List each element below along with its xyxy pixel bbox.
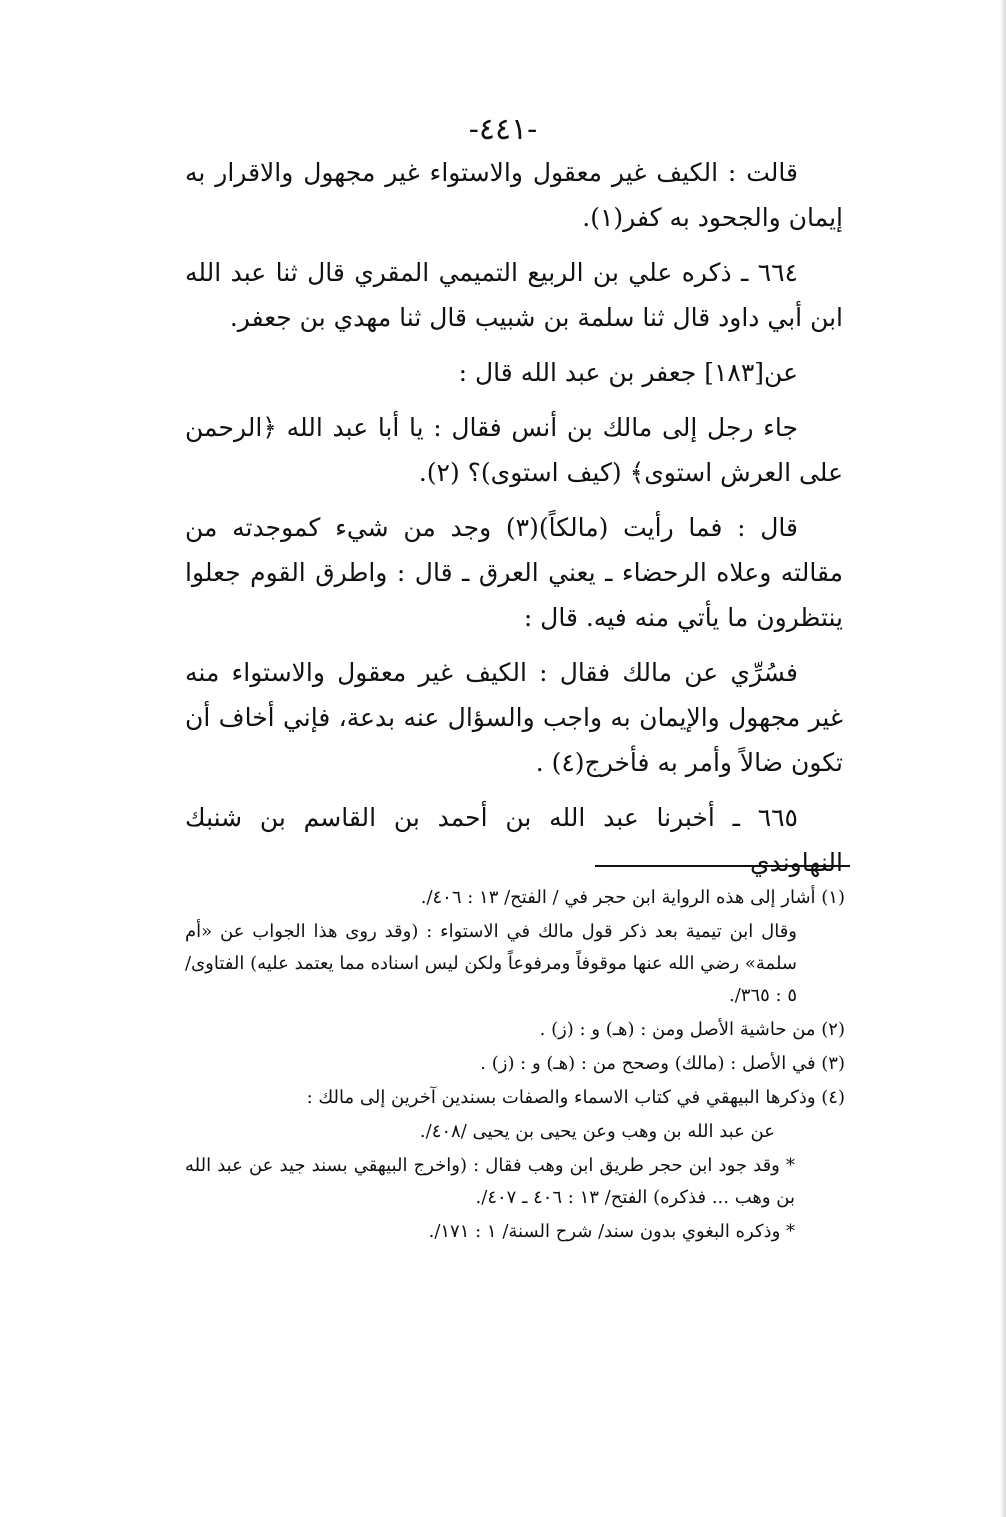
footnote-divider xyxy=(595,865,850,867)
footnote-4-note-1: * وقد جود ابن حجر طريق ابن وهب فقال : (واخرج البيهقي بسند جيد عن عبد الله بن وهب ... فذكره) الفتح/ ١٣ : ٤٠٦ ـ ٤٠٧/. xyxy=(185,1155,795,1208)
footnote-1: (١) أشار إلى هذه الرواية ابن حجر في / الفتح/ ١٣ : ٤٠٦/. xyxy=(420,887,845,908)
paragraph: عن[١٨٣] جعفر بن عبد الله قال : xyxy=(458,358,798,387)
paragraph: ٦٦٤ ـ ذكره علي بن الربيع التميمي المقري قال ثنا عبد الله ابن أبي داود قال ثنا سلمة بن شبيب قال ثنا مهدي بن جعفر. xyxy=(185,258,843,332)
paragraph: فسُرِّي عن مالك فقال : الكيف غير معقول والاستواء منه غير مجهول والإيمان به واجب والسؤال عنه بدعة، فإني أخاف أن تكون ضالاً وأمر به فأخرج(٤) . xyxy=(185,658,843,777)
footnote-2: (٢) من حاشية الأصل ومن : (هـ) و : (ز) . xyxy=(539,1019,845,1040)
paragraph: ٦٦٥ ـ أخبرنا عبد الله بن أحمد بن القاسم بن شنبك النهاوندي xyxy=(185,803,843,877)
main-text xyxy=(185,150,843,895)
paragraph: قالت : الكيف غير معقول والاستواء غير مجهول والاقرار به إيمان والجحود به كفر(١). xyxy=(185,158,843,232)
footnote-4: (٤) وذكرها البيهقي في كتاب الاسماء والصفات بسندين آخرين إلى مالك : xyxy=(306,1087,845,1108)
footnote-4-note-2: * وذكره البغوي بدون سند/ شرح السنة/ ١ : ١٧١/. xyxy=(428,1221,795,1242)
footnote-1-continuation: وقال ابن تيمية بعد ذكر قول مالك في الاستواء : (وقد روى هذا الجواب عن «أم سلمة» رضي الله عنها موقوفاً ومرفوعاً ولكن ليس اسناده مما يعتمد عليه) الفتاوى/ ٥ : ٣٦٥/. xyxy=(185,921,797,1006)
scan-edge xyxy=(1000,0,1006,1517)
footnote-4-sub: عن عبد الله بن وهب وعن يحيى بن يحيى /٤٠٨/. xyxy=(419,1121,775,1142)
paragraph: جاء رجل إلى مالك بن أنس فقال : يا أبا عبد الله ﴿الرحمن على العرش استوى﴾ (كيف استوى)؟ (٢). xyxy=(185,413,843,487)
paragraph: قال : فما رأيت (مالكاً)(٣) وجد من شيء كموجدته من مقالته وعلاه الرحضاء ـ يعني العرق ـ قال : واطرق القوم جعلوا ينتظرون ما يأتي منه فيه. قال : xyxy=(185,513,843,632)
footnote-3: (٣) في الأصل : (مالك) وصحح من : (هـ) و : (ز) . xyxy=(480,1053,845,1074)
footnotes xyxy=(185,882,845,1250)
page-number: -٤٤١- xyxy=(468,112,538,147)
